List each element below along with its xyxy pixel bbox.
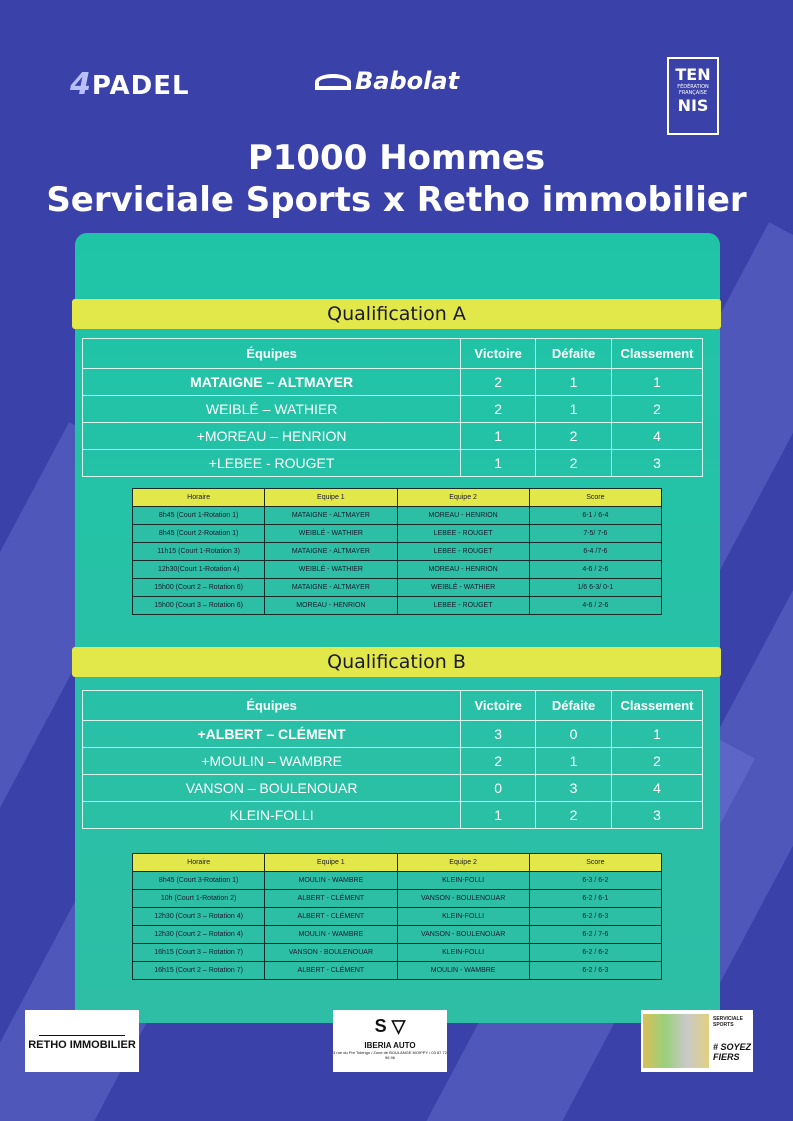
fft-tennis-logo: TEN FÉDÉRATION FRANÇAISE NIS	[667, 57, 719, 135]
qualification-a-banner: Qualification A	[72, 299, 721, 329]
babolat-mark-icon	[315, 74, 351, 90]
match-score: 6-4 /7-6	[529, 543, 661, 561]
team-name: +MOULIN – WAMBRE	[83, 748, 461, 775]
match-row	[133, 507, 662, 525]
match-team2: KLEIN-FOLLI	[397, 872, 529, 890]
match-row	[133, 926, 662, 944]
team-name: +LEBEE - ROUGET	[83, 450, 461, 477]
table-row	[83, 396, 703, 423]
header-score: Score	[529, 489, 661, 507]
4padel-logo: 4PADEL	[70, 67, 190, 102]
header-ranking: Classement	[612, 691, 703, 721]
header-time: Horaire	[133, 489, 265, 507]
match-team2: MOREAU - HENRION	[397, 507, 529, 525]
match-time: 15h00 (Court 3 – Rotation 6)	[133, 597, 265, 615]
match-score: 4-6 / 2-6	[529, 561, 661, 579]
serviciale-sports-logo: SERVICIALE SPORTS # SOYEZ FIERS	[641, 1010, 753, 1072]
match-header-row	[133, 854, 662, 872]
header-time: Horaire	[133, 854, 265, 872]
match-team1: ALBERT - CLÉMENT	[265, 908, 397, 926]
team-name: +MOREAU – HENRION	[83, 423, 461, 450]
header-ranking: Classement	[612, 339, 703, 369]
team-name: WEIBLÉ – WATHIER	[83, 396, 461, 423]
match-team1: MATAIGNE - ALTMAYER	[265, 507, 397, 525]
top-logos	[0, 55, 793, 135]
match-row	[133, 597, 662, 615]
match-score: 1/6 6-3/ 0-1	[529, 579, 661, 597]
table-row	[83, 450, 703, 477]
match-time: 16h15 (Court 3 – Rotation 7)	[133, 944, 265, 962]
losses: 1	[536, 748, 612, 775]
table-row	[83, 369, 703, 396]
wins: 2	[461, 396, 536, 423]
table-header-row	[83, 339, 703, 369]
match-score: 6-2 / 7-6	[529, 926, 661, 944]
header-losses: Défaite	[536, 691, 612, 721]
retho-divider	[39, 1035, 125, 1036]
wins: 0	[461, 775, 536, 802]
ranking: 4	[612, 423, 703, 450]
match-team1: WEIBLÉ - WATHIER	[265, 561, 397, 579]
wins: 1	[461, 423, 536, 450]
match-team1: ALBERT - CLÉMENT	[265, 890, 397, 908]
match-team2: KLEIN-FOLLI	[397, 944, 529, 962]
match-team2: LEBEE - ROUGET	[397, 525, 529, 543]
match-row	[133, 579, 662, 597]
match-row	[133, 890, 662, 908]
match-team1: MOULIN - WAMBRE	[265, 926, 397, 944]
losses: 3	[536, 775, 612, 802]
match-team1: VANSON - BOULENOUAR	[265, 944, 397, 962]
match-time: 8h45 (Court 3-Rotation 1)	[133, 872, 265, 890]
ranking: 2	[612, 396, 703, 423]
match-time: 16h15 (Court 2 – Rotation 7)	[133, 962, 265, 980]
table-row	[83, 802, 703, 829]
match-score: 6-2 / 6-3	[529, 908, 661, 926]
header-teams: Équipes	[83, 339, 461, 369]
match-row	[133, 908, 662, 926]
ranking: 3	[612, 802, 703, 829]
team-name: VANSON – BOULENOUAR	[83, 775, 461, 802]
match-score: 6-2 / 6-2	[529, 944, 661, 962]
match-team2: LEBEE - ROUGET	[397, 597, 529, 615]
header-team1: Equipe 1	[265, 854, 397, 872]
wins: 3	[461, 721, 536, 748]
match-team1: MOREAU - HENRION	[265, 597, 397, 615]
wins: 2	[461, 748, 536, 775]
ranking: 1	[612, 369, 703, 396]
qualification-b-standings	[82, 690, 703, 829]
qualification-b-banner: Qualification B	[72, 647, 721, 677]
match-team2: LEBEE - ROUGET	[397, 543, 529, 561]
match-row	[133, 962, 662, 980]
iberia-auto-logo: S ▽ IBERIA AUTO 3 rue du Pré Tolengo / Zone de BOULANGE MOIPPY / 03 87 72 96 96	[333, 1010, 447, 1072]
match-team1: MOULIN - WAMBRE	[265, 872, 397, 890]
match-team1: WEIBLÉ - WATHIER	[265, 525, 397, 543]
seat-cupra-icon: S ▽	[374, 1016, 406, 1036]
table-row	[83, 721, 703, 748]
match-team2: WEIBLÉ - WATHIER	[397, 579, 529, 597]
match-time: 8h45 (Court 1-Rotation 1)	[133, 507, 265, 525]
wins: 1	[461, 450, 536, 477]
match-time: 12h30 (Court 2 – Rotation 4)	[133, 926, 265, 944]
losses: 1	[536, 396, 612, 423]
table-row	[83, 423, 703, 450]
ranking: 2	[612, 748, 703, 775]
team-name: MATAIGNE – ALTMAYER	[83, 369, 461, 396]
retho-immobilier-logo: RETHO IMMOBILIER	[25, 1010, 139, 1072]
header-team2: Equipe 2	[397, 854, 529, 872]
table-row	[83, 775, 703, 802]
match-row	[133, 561, 662, 579]
ranking: 1	[612, 721, 703, 748]
match-time: 11h15 (Court 1-Rotation 3)	[133, 543, 265, 561]
header-team2: Equipe 2	[397, 489, 529, 507]
losses: 2	[536, 423, 612, 450]
match-time: 8h45 (Court 2-Rotation 1)	[133, 525, 265, 543]
match-time: 15h00 (Court 2 – Rotation 6)	[133, 579, 265, 597]
match-row	[133, 872, 662, 890]
match-team2: KLEIN-FOLLI	[397, 908, 529, 926]
qualification-a-matches	[132, 488, 662, 615]
team-name: +ALBERT – CLÉMENT	[83, 721, 461, 748]
qualification-b-matches	[132, 853, 662, 980]
header-wins: Victoire	[461, 691, 536, 721]
match-score: 6-3 / 6-2	[529, 872, 661, 890]
losses: 0	[536, 721, 612, 748]
match-row	[133, 944, 662, 962]
table-header-row	[83, 691, 703, 721]
team-photo-collage	[643, 1014, 709, 1068]
match-team2: MOULIN - WAMBRE	[397, 962, 529, 980]
ranking: 3	[612, 450, 703, 477]
header-teams: Équipes	[83, 691, 461, 721]
match-time: 12h30(Court 1-Rotation 4)	[133, 561, 265, 579]
header-wins: Victoire	[461, 339, 536, 369]
header-losses: Défaite	[536, 339, 612, 369]
header-score: Score	[529, 854, 661, 872]
match-team1: ALBERT - CLÉMENT	[265, 962, 397, 980]
match-row	[133, 525, 662, 543]
match-score: 6-1 / 6-4	[529, 507, 661, 525]
table-row	[83, 748, 703, 775]
losses: 2	[536, 450, 612, 477]
babolat-logo: Babolat	[315, 67, 459, 95]
ranking: 4	[612, 775, 703, 802]
losses: 1	[536, 369, 612, 396]
match-team2: VANSON - BOULENOUAR	[397, 926, 529, 944]
header-team1: Equipe 1	[265, 489, 397, 507]
team-name: KLEIN-FOLLI	[83, 802, 461, 829]
match-score: 4-6 / 2-6	[529, 597, 661, 615]
match-score: 6-2 / 6-3	[529, 962, 661, 980]
match-time: 12h30 (Court 3 – Rotation 4)	[133, 908, 265, 926]
match-team2: VANSON - BOULENOUAR	[397, 890, 529, 908]
match-score: 7-5/ 7-6	[529, 525, 661, 543]
wins: 1	[461, 802, 536, 829]
match-row	[133, 543, 662, 561]
match-team2: MOREAU - HENRION	[397, 561, 529, 579]
losses: 2	[536, 802, 612, 829]
match-team1: MATAIGNE - ALTMAYER	[265, 579, 397, 597]
match-team1: MATAIGNE - ALTMAYER	[265, 543, 397, 561]
match-time: 10h (Court 1-Rotation 2)	[133, 890, 265, 908]
page-title: P1000 Hommes Serviciale Sports x Retho immobilier	[46, 138, 747, 220]
qualification-a-standings	[82, 338, 703, 477]
wins: 2	[461, 369, 536, 396]
match-header-row	[133, 489, 662, 507]
match-score: 6-2 / 6-1	[529, 890, 661, 908]
